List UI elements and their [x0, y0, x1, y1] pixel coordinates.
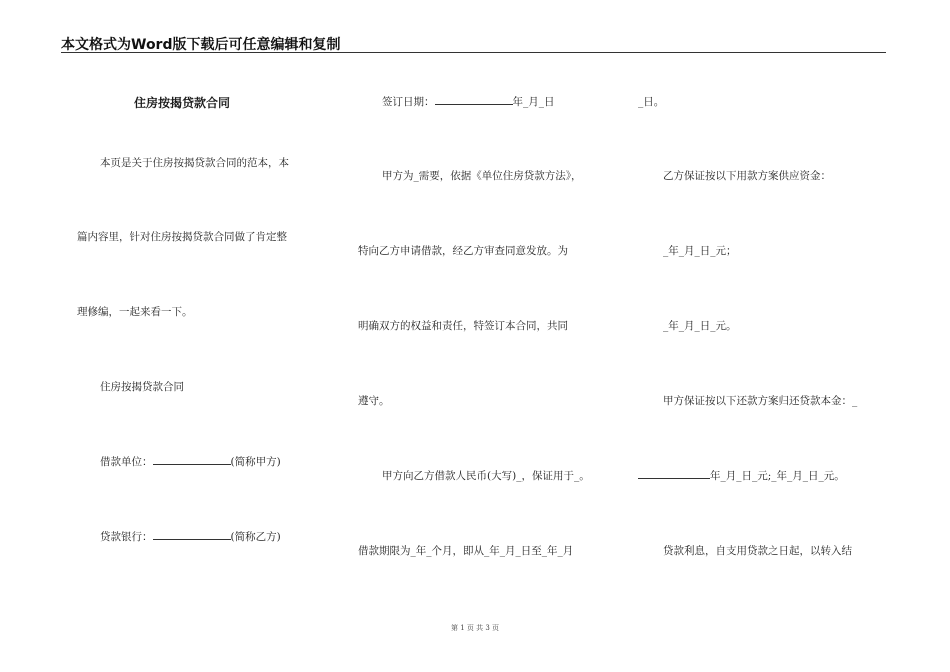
lender-line — [100, 529, 281, 544]
para1-line-3: 明确双方的权益和责任，特签订本合同，共同 — [358, 320, 568, 332]
col3-line-5: 甲方保证按以下还款方案归还贷款本金：_ — [663, 395, 858, 407]
para3-line: 借款期限为_年_个月，即从_年_月_日至_年_月 — [358, 545, 574, 557]
header-title: 本文格式为Word版下载后可任意编辑和复制 — [61, 37, 341, 53]
col3-line-3: _年_月_日_元； — [663, 245, 737, 257]
sign-date-line — [382, 94, 555, 109]
col3-line-6 — [638, 468, 845, 483]
intro-line-3: 理修编，一起来看一下。 — [77, 306, 193, 318]
header-divider — [61, 52, 886, 53]
sign-blank — [435, 94, 513, 105]
page-number: 第 1 页 共 3 页 — [450, 624, 500, 632]
intro-line-2: 篇内容里，针对住房按揭贷款合同做了肯定整 — [77, 231, 287, 243]
col3-line-6-text: 年_月_日_元;_年_月_日_元。 — [710, 470, 845, 482]
lender-suffix: (简称乙方) — [230, 531, 281, 543]
para1-line-2: 特向乙方申请借款，经乙方审查同意发放。为 — [358, 245, 568, 257]
intro-line-1: 本页是关于住房按揭贷款合同的范本，本 — [100, 157, 289, 169]
sign-suffix: 年_月_日 — [512, 96, 555, 108]
borrower-line — [100, 454, 281, 469]
contract-name: 住房按揭贷款合同 — [100, 381, 184, 393]
repay-blank — [638, 468, 710, 479]
document-title: 住房按揭贷款合同 — [134, 96, 231, 110]
para1-line-4: 遵守。 — [358, 395, 390, 407]
borrower-blank — [153, 454, 231, 465]
para2-line: 甲方向乙方借款人民币(大写)_，保证用于_。 — [382, 470, 590, 482]
sign-label: 签订日期： — [382, 96, 435, 108]
borrower-suffix: (简称甲方) — [230, 456, 281, 468]
col3-line-2: 乙方保证按以下用款方案供应资金： — [663, 170, 831, 182]
para1-line-1: 甲方为_需要，依据《单位住房贷款方法》， — [382, 170, 582, 182]
borrower-label: 借款单位： — [100, 456, 153, 468]
lender-label: 贷款银行： — [100, 531, 153, 543]
col3-line-1: _日。 — [638, 96, 665, 108]
col3-line-4: _年_月_日_元。 — [663, 320, 737, 332]
lender-blank — [153, 529, 231, 540]
col3-line-7: 贷款利息，自支用贷款之日起，以转入结 — [663, 545, 852, 557]
